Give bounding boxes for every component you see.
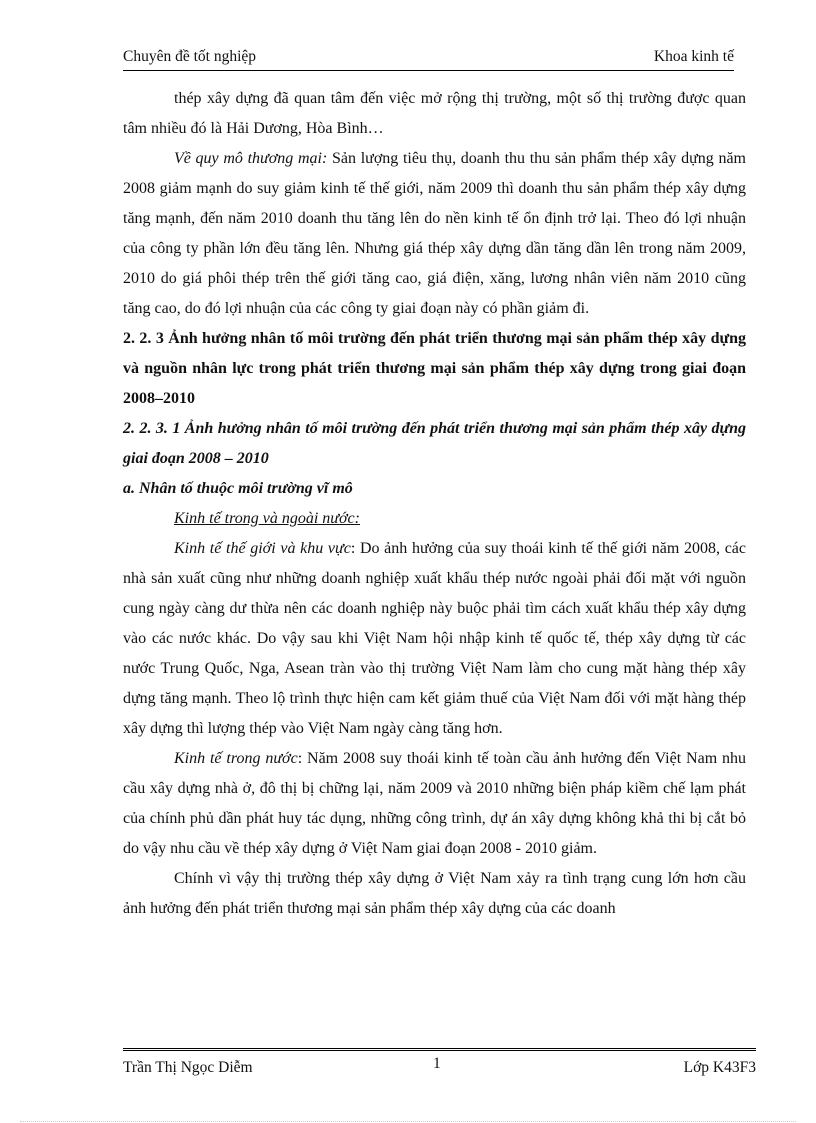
document-body xyxy=(123,84,746,924)
domestic-economy-text: : Năm 2008 suy thoái kinh tế toàn cầu ảnh hưởng đến Việt Nam nhu cầu xây dựng nhà ở, đô thị bị chững lại, năm 2009 và 2010 những biện pháp kiềm chế lạm phát của chính phủ dần phát huy tác dụng, những công trình, dự án xây dựng không khả thi bị cắt bỏ do vậy nhu cầu về thép xây dựng ở Việt Nam giai đoạn 2008 - 2010 giảm. xyxy=(123,750,747,857)
paragraph-trade-scale xyxy=(123,144,746,324)
section-heading-2-2-3: 2. 2. 3 Ảnh hưởng nhân tố môi trường đến phát triển thương mại sản phẩm thép xây dựng và nguồn nhân lực trong phát triển thương mại sản phẩm thép xây dựng trong giai đoạn 2008–2010 xyxy=(123,330,746,407)
page-header xyxy=(123,46,734,71)
page-edge-divider xyxy=(20,1121,796,1122)
paragraph-world-economy xyxy=(123,534,746,744)
footer-author: Trần Thị Ngọc Diễm xyxy=(123,1059,253,1076)
section-heading-2-2-3-1: 2. 2. 3. 1 Ảnh hưởng nhân tố môi trường đến phát triển thương mại sản phẩm thép xây dựng giai đoạn 2008 – 2010 xyxy=(123,420,746,467)
header-document-title: Chuyên đề tốt nghiệp xyxy=(123,48,257,65)
trade-scale-text: Sản lượng tiêu thụ, doanh thu thu sản phẩm thép xây dựng năm 2008 giảm mạnh do suy giảm kinh tế thế giới, năm 2009 thì doanh thu sản phẩm thép xây dựng tăng mạnh, đến năm 2010 doanh thu tăng lên do nền kinh tế ổn định trở lại. Theo đó lợi nhuận của công ty phần lớn đều tăng lên. Nhưng giá thép xây dựng dần tăng dần lên trong năm 2009, 2010 do giá phôi thép trên thế giới tăng cao, giá điện, xăng, lương nhân viên năm 2010 cũng tăng cao, do đó lợi nhuận của các công ty giai đoạn này có phần giảm đi. xyxy=(123,150,747,317)
section-heading-a: a. Nhân tố thuộc môi trường vĩ mô xyxy=(123,480,353,497)
paragraph-domestic-economy xyxy=(123,744,746,864)
paragraph-market-expansion: thép xây dựng đã quan tâm đến việc mở rộng thị trường, một số thị trường được quan tâm nhiều đó là Hải Dương, Hòa Bình… xyxy=(123,90,746,137)
page-number: 1 xyxy=(433,1055,441,1072)
page-footer xyxy=(123,1048,756,1087)
trade-scale-label: Về quy mô thương mại: xyxy=(174,150,328,167)
subheading-economy: Kinh tế trong và ngoài nước: xyxy=(174,510,360,527)
world-economy-label: Kinh tế thế giới và khu vực xyxy=(174,540,351,557)
header-faculty: Khoa kinh tế xyxy=(653,48,734,65)
domestic-economy-label: Kinh tế trong nước xyxy=(174,750,298,767)
world-economy-text: : Do ảnh hưởng của suy thoái kinh tế thế giới năm 2008, các nhà sản xuất cũng như những doanh nghiệp xuất khẩu thép nước ngoài phải đối mặt với nguồn cung ngày càng dư thừa nên các doanh nghiệp này buộc phải tìm cách xuất khẩu thép xây dựng vào các nước khác. Do vậy sau khi Việt Nam hội nhập kinh tế quốc tế, thép xây dựng từ các nước Trung Quốc, Nga, Asean tràn vào thị trường Việt Nam làm cho cung mặt hàng thép xây dựng tăng mạnh. Theo lộ trình thực hiện cam kết giảm thuế của Việt Nam đối với mặt hàng thép xây dựng thì lượng thép vào Việt Nam ngày càng tăng hơn. xyxy=(123,540,746,737)
footer-class: Lớp K43F3 xyxy=(683,1059,756,1076)
paragraph-conclusion: Chính vì vậy thị trường thép xây dựng ở Việt Nam xảy ra tình trạng cung lớn hơn cầu ảnh hưởng đến phát triển thương mại sản phẩm thép xây dựng của các doanh xyxy=(123,870,746,917)
